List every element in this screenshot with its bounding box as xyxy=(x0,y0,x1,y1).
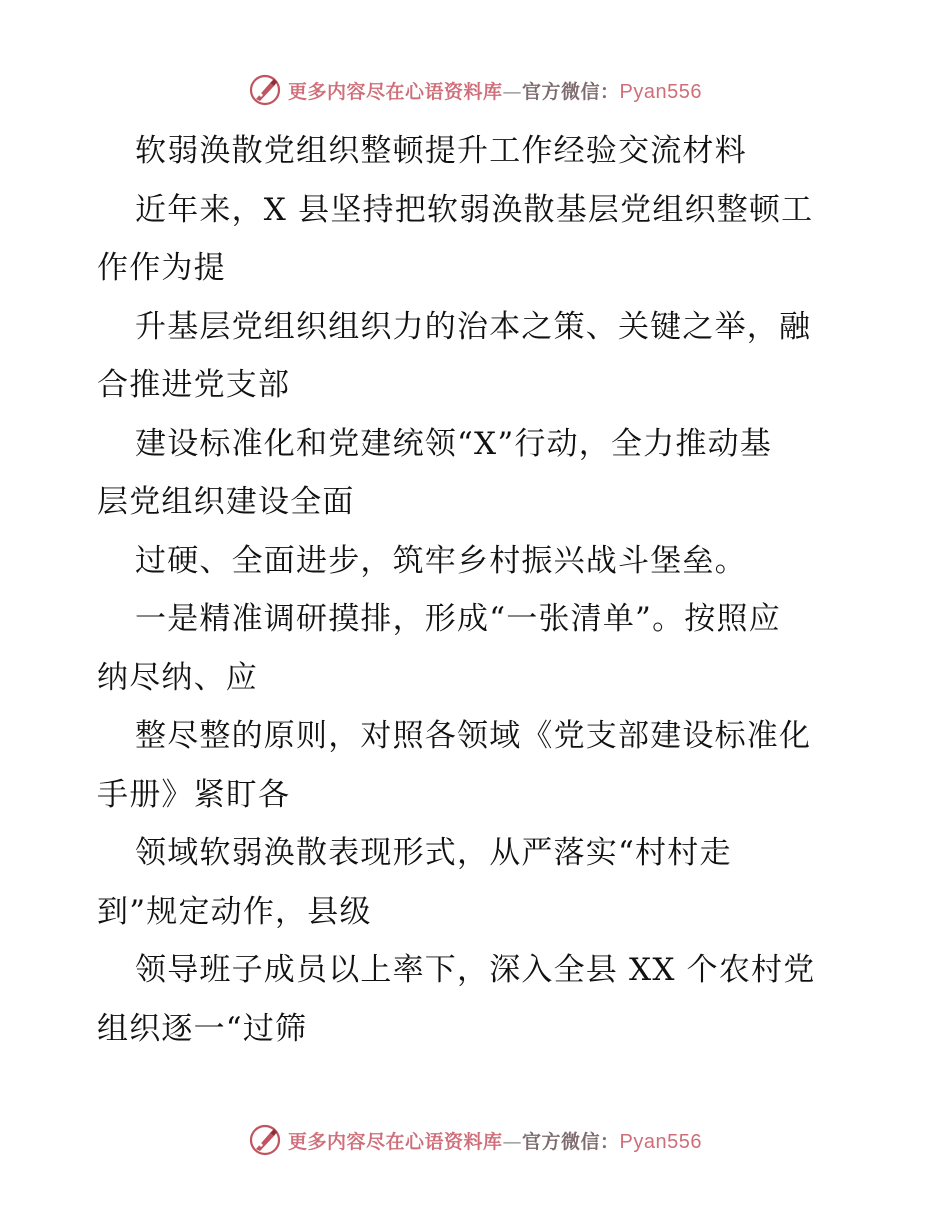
footer-banner xyxy=(0,1120,950,1160)
banner-separator: — xyxy=(502,1130,523,1153)
footer-banner-text xyxy=(288,1127,702,1154)
footer-banner-content xyxy=(248,1123,702,1157)
wechat-label: 官方微信： xyxy=(522,1130,620,1153)
pen-nib-logo-icon xyxy=(248,73,282,107)
paragraph-line: 领导班子成员以上率下，深入全县 XX 个农村党 xyxy=(135,952,816,988)
paragraph-line: 整尽整的原则，对照各领域《党支部建设标准化 xyxy=(135,718,812,754)
paragraph-line: 升基层党组织组织力的治本之策、关键之举，融 xyxy=(135,308,812,345)
wechat-label: 官方微信： xyxy=(522,80,620,103)
document-body xyxy=(97,122,857,1058)
paragraph-line: 组织逐一“过筛 xyxy=(97,1010,308,1047)
paragraph-line: 层党组织建设全面 xyxy=(97,484,355,520)
paragraph-line: 手册》紧盯各 xyxy=(97,776,291,813)
header-banner-text xyxy=(288,77,702,104)
paragraph-line: 近年来，X 县坚持把软弱涣散基层党组织整顿工 xyxy=(135,191,814,228)
paragraph-line: 到”规定动作，县级 xyxy=(97,893,372,930)
site-name: 更多内容尽在心语资料库 xyxy=(288,80,503,103)
paragraph-line: 过硬、全面进步，筑牢乡村振兴战斗堡垒。 xyxy=(135,542,747,579)
header-banner-content xyxy=(248,73,702,107)
paragraph-line: 建设标准化和党建统领“X”行动，全力推动基 xyxy=(135,425,772,462)
paragraph-line: 合推进党支部 xyxy=(97,367,291,403)
paragraph-line: 领域软弱涣散表现形式，从严落实“村村走 xyxy=(135,835,732,871)
paragraph-line: 纳尽纳、应 xyxy=(97,659,258,696)
paragraph-line: 作作为提 xyxy=(97,250,226,286)
wechat-id: Pyan556 xyxy=(619,80,702,103)
site-name: 更多内容尽在心语资料库 xyxy=(288,1130,503,1153)
document-title: 软弱涣散党组织整顿提升工作经验交流材料 xyxy=(135,133,747,169)
pen-nib-logo-icon xyxy=(248,1123,282,1157)
wechat-id: Pyan556 xyxy=(619,1130,702,1153)
header-banner xyxy=(0,70,950,110)
paragraph-line: 一是精准调研摸排，形成“一张清单”。按照应 xyxy=(135,601,781,637)
banner-separator: — xyxy=(502,80,523,103)
